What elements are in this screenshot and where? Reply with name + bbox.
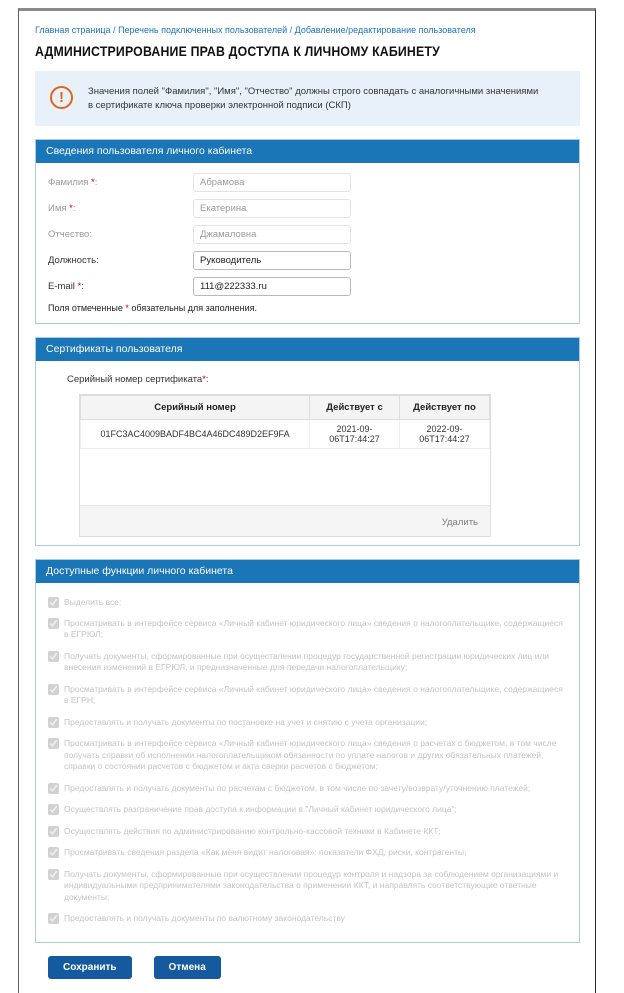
checkbox-access-rights (48, 804, 59, 815)
function-item: Осуществлять действия по администрированию контрольно-кассовой техники в Кабинете ККТ; (48, 826, 567, 837)
breadcrumb-separator: / (110, 25, 119, 35)
required-star: * (88, 176, 95, 188)
checkbox-egrn-view (48, 684, 59, 695)
checkbox-kkt-admin (48, 826, 59, 837)
checkbox-registration-docs (48, 717, 59, 728)
section-user-info (35, 139, 580, 324)
required-star: * (66, 202, 73, 214)
warning-banner (35, 71, 580, 126)
breadcrumb-link-users-list[interactable]: Перечень подключенных пользователей (118, 25, 288, 35)
function-item: Предоставлять и получать документы по расчетам с бюджетом, в том числе по зачету/возврату/уточнению платежей; (48, 783, 567, 794)
table-empty-area (80, 449, 490, 505)
section-functions (35, 559, 580, 944)
field-row-firstname (48, 199, 567, 218)
email-field[interactable] (193, 277, 351, 296)
table-row[interactable] (81, 419, 490, 448)
cell-serial-number: 01FC3AC4009BADF4BC4A46DC489D2EF9FA (81, 419, 310, 448)
section-functions-title: Доступные функции личного кабинета (36, 560, 579, 583)
required-fields-note: Поля отмеченные * обязательны для заполнения. (48, 302, 258, 313)
firstname-label: Имя *: (48, 202, 76, 214)
page-card (18, 8, 596, 993)
position-field[interactable] (193, 251, 351, 270)
checkbox-egrul-view (48, 618, 59, 629)
cell-valid-from: 2021-09-06T17:44:27 (310, 419, 400, 448)
function-item: Осуществлять разграничение прав доступа к информации в "Личный кабинет юридического лица"; (48, 804, 567, 815)
breadcrumb-separator: / (287, 25, 295, 35)
lastname-field (193, 173, 351, 192)
cancel-button[interactable]: Отмена (154, 956, 221, 979)
field-row-lastname (48, 173, 567, 192)
col-header-valid-to: Действует по (400, 395, 490, 419)
field-row-position (48, 251, 567, 270)
function-item: Просматривать в интерфейсе сервиса «Личный кабинет юридического лица» сведения о расчетах с бюджетом, в том числе получать справки об исполнении налогоплательщиком обязанности по уплате налогов и других обязательных платежей, справки о состоянии расчетов с бюджетом и акта сверки расчетов с бюджетом; (48, 738, 567, 772)
warning-text: Значения полей "Фамилия", "Имя", "Отчество" должны строго совпадать с аналогичными значениями в сертификате ключа проверки электронной подписи (СКП) (88, 86, 539, 111)
firstname-field (193, 199, 351, 218)
warning-exclamation-icon: ! (50, 86, 73, 109)
field-row-email (48, 277, 567, 296)
actions-bar (48, 956, 580, 979)
delete-certificate-button[interactable]: Удалить (441, 516, 478, 528)
serial-number-label: Серийный номер сертификата*: (67, 373, 209, 385)
cell-valid-to: 2022-09-06T17:44:27 (400, 419, 490, 448)
col-header-serial: Серийный номер (81, 395, 310, 419)
section-certificates-title: Сертификаты пользователя (36, 338, 579, 361)
save-button[interactable]: Сохранить (48, 956, 132, 979)
function-item: Получать документы, сформированные при осуществлении процедур государственной регистрации юридических лиц или внесения изменений в ЕГРЮЛ, и предназначенные для передачи налогоплательщику; (48, 651, 567, 674)
page-title: АДМИНИСТРИРОВАНИЕ ПРАВ ДОСТУПА К ЛИЧНОМУ КАБИНЕТУ (35, 43, 440, 59)
checkbox-budget-view (48, 738, 59, 749)
email-label: E-mail *: (48, 280, 84, 292)
required-star: * (202, 373, 206, 385)
section-certificates (35, 337, 580, 546)
position-label: Должность: (48, 254, 99, 266)
section-user-info-title: Сведения пользователя личного кабинета (36, 140, 579, 163)
function-item: Получать документы, сформированные при осуществлении процедур контроля и надзора за соблюдением организациями и индивидуальными предпринимателями законодательства о применении ККТ, и направлять соответствующие ответные документы; (48, 869, 567, 903)
middlename-label: Отчество: (48, 228, 92, 240)
checkbox-select-all (48, 597, 59, 608)
lastname-label: Фамилия *: (48, 176, 98, 188)
breadcrumb-link-edit-user[interactable]: Добавление/редактирование пользователя (294, 25, 476, 35)
function-item: Просматривать в интерфейсе сервиса «Личный кабинет юридического лица» сведения о налогоплательщике, содержащиеся в ЕГРЮЛ; (48, 618, 567, 641)
checkbox-budget-docs (48, 783, 59, 794)
col-header-valid-from: Действует с (310, 395, 400, 419)
required-star: * (74, 280, 82, 292)
checkbox-tax-view-section (48, 847, 59, 858)
certificates-table (79, 394, 491, 537)
field-row-middlename (48, 225, 567, 244)
required-star: * (125, 302, 129, 313)
function-item: Предоставлять и получать документы по валютному законодательству (48, 913, 567, 924)
checkbox-egrul-docs (48, 651, 59, 662)
function-item: Предоставлять и получать документы по постановке на учет и снятию с учета организации; (48, 717, 567, 728)
middlename-field (193, 225, 351, 244)
breadcrumb-link-home[interactable]: Главная страница (35, 25, 111, 35)
function-item-select-all: Выделить все: (48, 597, 567, 608)
checkbox-kkt-control-docs (48, 869, 59, 880)
breadcrumb (35, 25, 580, 35)
table-header-row (81, 395, 490, 419)
function-item: Просматривать сведения раздела «Как меня видит налоговая»: показатели ФХД, риски, контрагенты; (48, 847, 567, 858)
function-item: Просматривать в интерфейсе сервиса «Личный кабинет юридического лица» сведения о налогоплательщике, содержащиеся в ЕГРН; (48, 684, 567, 707)
checkbox-currency-docs (48, 913, 59, 924)
table-footer (80, 505, 490, 536)
